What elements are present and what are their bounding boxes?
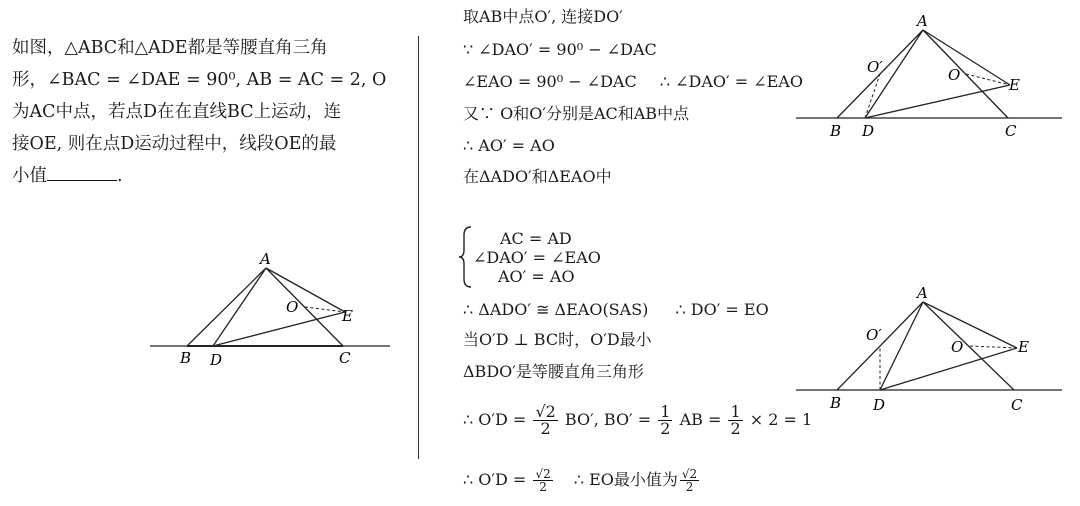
solution-line [463,404,812,437]
label-o-prime: O′ [866,326,882,344]
solution-line: ΔBDO′是等腰直角三角形 [463,362,644,381]
problem-line [12,160,397,192]
problem-line: 如图，△ABC和△ADE都是等腰直角三角 [12,38,328,58]
label-b: B [830,394,842,412]
solution-text: ∴ ΔADO′ ≅ ΔEAO(SAS) [463,300,649,319]
solution-text: BO′, BO′ = [564,410,652,429]
segment-ac [266,268,343,346]
segment-ae [266,268,345,312]
column-divider [418,36,419,459]
solution-line: 当O′D ⊥ BC时，O′D最小 [463,330,652,349]
answer-blank [47,162,117,181]
label-o: O [948,66,961,84]
label-b: B [180,349,192,367]
segment-ac [923,30,1008,118]
system-equation: ∠DAO′ = ∠EAO [473,248,601,267]
fraction: $\frac{1}{2}$ [660,402,671,438]
segment-ae [923,302,1017,348]
segment-ac [923,302,1014,390]
solution-text: ∠EAO = 90⁰ − ∠DAC [463,72,637,91]
label-o: O [286,298,299,316]
solution-line: 在ΔADO′和ΔEAO中 [463,167,612,186]
problem-text: . [117,166,123,186]
solution-text: × 2 = 1 [749,410,813,429]
label-c: C [1011,396,1023,414]
solution-line [463,300,769,320]
solution-text: ∴ EO最小值为 [573,470,678,489]
label-d: D [862,122,875,140]
problem-statement [12,32,397,192]
system-equation: AC = AD [500,229,572,248]
fraction: $\frac{√2}{2}$ [681,467,698,494]
figure-problem [140,244,400,374]
solution-text: ∴ DO′ = EO [675,300,769,319]
label-d: D [873,396,886,414]
fraction: $\frac{√2}{2}$ [535,402,556,438]
label-c: C [1005,122,1017,140]
solution-text: AB = [679,410,722,429]
segment-de [880,348,1017,390]
solution-line: ∵ ∠DAO′ = 90⁰ − ∠DAC [463,40,657,59]
segment-oe [966,74,1010,85]
label-o-prime: O′ [867,58,883,76]
label-o: O [951,338,964,356]
label-c: C [339,349,351,367]
problem-line: 为AC中点，若点D在在直线BC上运动，连 [12,102,342,122]
solution-text: ∴ ∠DAO′ = ∠EAO [659,72,803,91]
figure-solution-top [790,8,1070,143]
solution-line: 取AB中点O′, 连接DO′ [463,7,623,26]
solution-line [463,468,701,493]
fraction: $\frac{1}{2}$ [730,402,741,438]
figure-solution-bottom [790,280,1070,420]
segment-ad [880,302,923,390]
problem-line: 接OE, 则在点D运动过程中，线段OE的最 [12,134,337,154]
label-a: A [260,250,271,268]
solution-line: ∴ AO′ = AO [463,136,555,155]
label-b: B [830,122,842,140]
solution-text: ∴ O′D = [463,470,527,489]
segment-oe [970,346,1017,348]
solution-text: ∴ O′D = [463,410,527,429]
label-a: A [917,12,928,30]
problem-line: 形，∠BAC = ∠DAE = 90⁰, AB = AC = 2, O [12,70,387,90]
fraction: $\frac{√2}{2}$ [535,467,551,494]
system-equation: AO′ = AO [498,267,575,286]
solution-line: 又∵ O和O′分别是AC和AB中点 [463,104,690,123]
problem-text: 小值 [12,166,47,186]
segment-ab [187,268,266,346]
segment-oe [305,307,345,312]
label-e: E [1018,338,1029,356]
segment-ae [923,30,1010,85]
label-a: A [917,284,928,302]
segment-dop [865,74,880,118]
label-e: E [1009,76,1020,94]
label-e: E [342,307,353,325]
segment-de [865,85,1010,118]
brace-icon [458,226,474,288]
solution-line [463,72,803,92]
label-d: D [210,351,223,369]
